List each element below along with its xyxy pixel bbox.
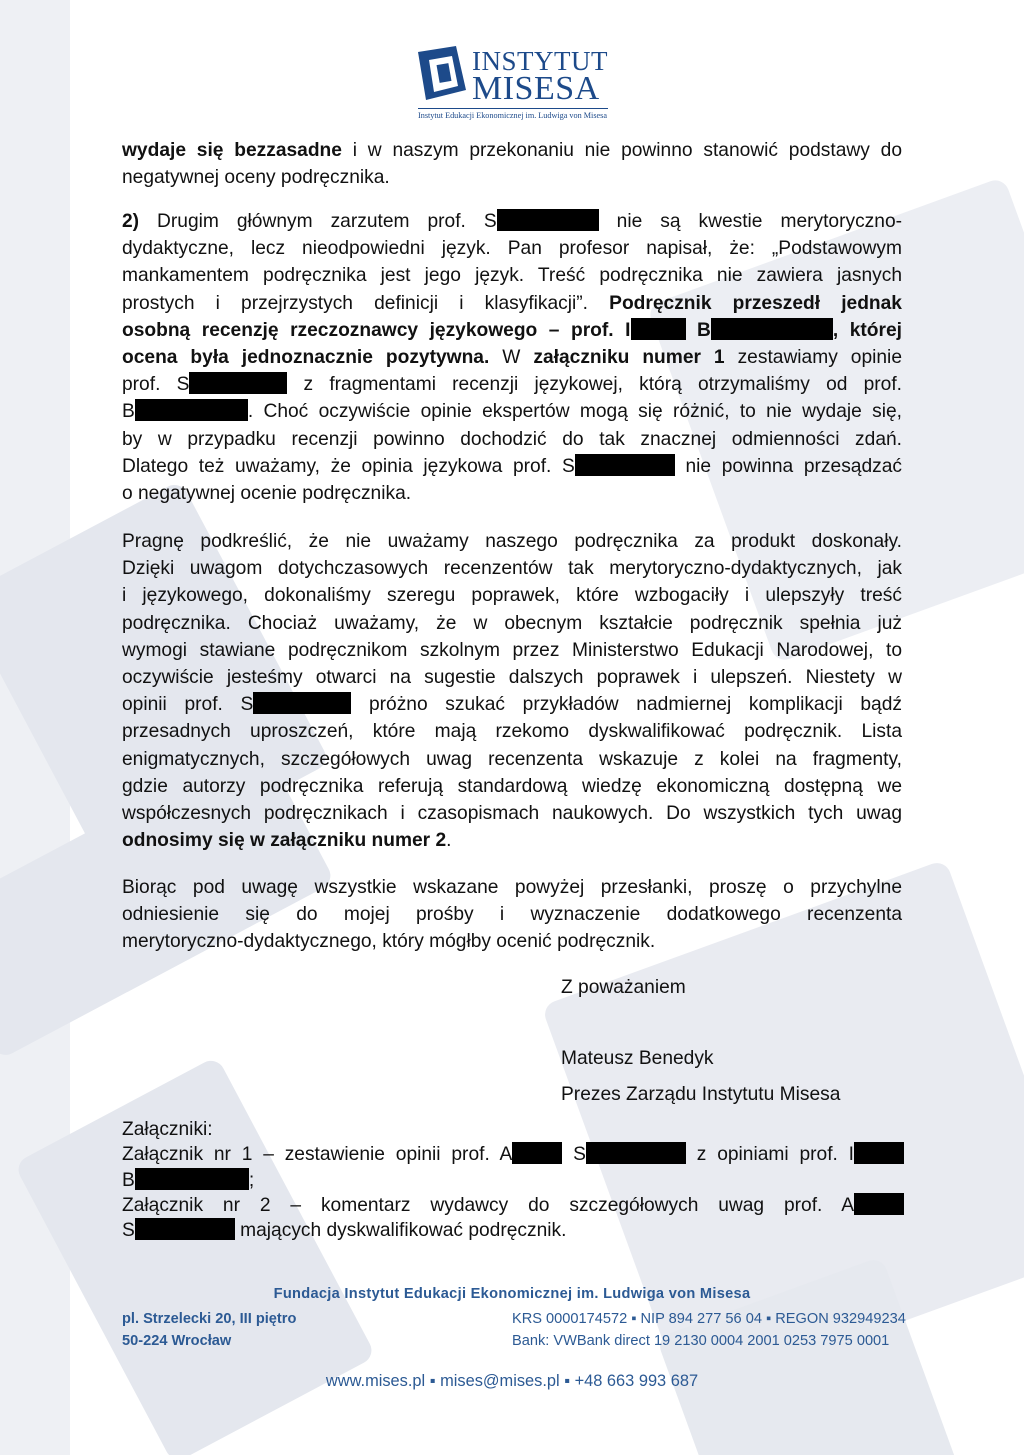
text-line: wydaje się bezzasadne i w naszym przekonaniu nie powinno stanowić podstawy do bbox=[122, 140, 902, 161]
redaction-bar bbox=[854, 1142, 904, 1164]
attachment-line: Załącznik nr 2 – komentarz wydawcy do szczegółowych uwag prof. A bbox=[122, 1193, 904, 1218]
redaction-bar bbox=[575, 454, 675, 476]
redaction-bar bbox=[512, 1142, 562, 1164]
logo-divider bbox=[418, 108, 608, 109]
redaction-bar bbox=[253, 692, 351, 714]
redaction-bar bbox=[135, 1168, 249, 1190]
attachment-line: B ; bbox=[122, 1169, 255, 1191]
redaction-bar bbox=[854, 1193, 904, 1215]
redaction-bar bbox=[497, 209, 599, 231]
text-line: enigmatycznych, szczegółowych uwag recenzenta wskazuje z kolei na fragmenty, bbox=[122, 748, 902, 770]
redaction-bar bbox=[631, 318, 686, 340]
attachments-heading: Załączniki: bbox=[122, 1119, 213, 1140]
paragraph-2 bbox=[122, 208, 902, 507]
text-line: 2) Drugim głównym zarzutem prof. S nie są kwestie merytoryczno- bbox=[122, 211, 903, 232]
redaction-bar bbox=[586, 1142, 686, 1164]
text-line: odnosimy się w załączniku numer 2. bbox=[122, 830, 452, 852]
signer-role: Prezes Zarządu Instytutu Misesa bbox=[561, 1084, 841, 1105]
footer-address bbox=[122, 1309, 296, 1352]
text-line: by w przypadku recenzji powinno dochodzić do tak znacznej odmienności zdań. bbox=[122, 428, 902, 450]
text-line: podręcznika. Chociaż uważamy, że w obecnym kształcie podręcznik spełnia już bbox=[122, 612, 902, 634]
redaction-bar bbox=[711, 318, 833, 340]
text-line: negatywnej oceny podręcznika. bbox=[122, 167, 390, 189]
redaction-bar bbox=[189, 372, 287, 394]
text-line: prostych i przejrzystych definicji i klasyfikacji”. Podręcznik przeszedł jednak bbox=[122, 292, 902, 314]
text-line: współczesnych podręcznikach i czasopismach naukowych. Do wszystkich tych uwag bbox=[122, 803, 902, 825]
footer-bank: Bank: VWBank direct 19 2130 0004 2001 0253 7975 0001 bbox=[512, 1332, 890, 1349]
attachment-line: Załącznik nr 1 – zestawienie opinii prof. A S z opiniami prof. I bbox=[122, 1142, 904, 1167]
redaction-bar bbox=[135, 1218, 235, 1240]
text-line: Dzięki uwagom dotychczasowych recenzentów tak merytoryczno-dydaktycznych, jak bbox=[122, 558, 902, 580]
paragraph-1 bbox=[122, 137, 902, 191]
text-line: ocena była jednoznacznie pozytywna. W załączniku numer 1 zestawiamy opinie bbox=[122, 347, 902, 369]
text-line: B . Choć oczywiście opinie ekspertów mogą się różnić, to nie wydaje się, bbox=[122, 401, 902, 423]
text-line: przesadnych uproszczeń, które mają rzekomo dyskwalifikować podręcznik. Lista bbox=[122, 721, 902, 743]
attachments-section bbox=[122, 1118, 904, 1243]
signer-name: Mateusz Benedyk bbox=[561, 1048, 714, 1069]
text-line: mankamentem podręcznika jest jego język. Treść podręcznika nie zawiera jasnych bbox=[122, 265, 902, 287]
logo-mark-icon bbox=[416, 46, 466, 100]
text-line: osobną recenzję rzeczoznawcy językowego – prof. I B , której bbox=[122, 319, 903, 341]
text-line: merytoryczno-dydaktycznego, który mógłby ocenić podręcznik. bbox=[122, 931, 656, 953]
text-line: odniesienie się do mojej prośby i wyznaczenie dodatkowego recenzenta bbox=[122, 904, 902, 926]
text-line: o negatywnej ocenie podręcznika. bbox=[122, 483, 412, 505]
attachment-line: S mających dyskwalifikować podręcznik. bbox=[122, 1220, 567, 1242]
text-line: wymogi stawiane podręcznikom szkolnym przez Ministerstwo Edukacji Narodowej, to bbox=[122, 639, 902, 661]
footer-contact: www.mises.pl ▪ mises@mises.pl ▪ +48 663 993 687 bbox=[325, 1372, 699, 1390]
text-line: i językowego, dokonaliśmy szeregu poprawek, które wzbogaciły i ulepszyły treść bbox=[122, 585, 902, 607]
text-line: oczywiście jesteśmy otwarci na sugestie dalszych poprawek i ulepszeń. Niestety w bbox=[122, 667, 902, 689]
paragraph-4 bbox=[122, 874, 902, 956]
paragraph-3 bbox=[122, 528, 902, 854]
closing-salutation: Z poważaniem bbox=[561, 977, 686, 998]
institute-logo bbox=[416, 44, 616, 126]
text-line: prof. S z fragmentami recenzji językowej, którą otrzymaliśmy od prof. bbox=[122, 374, 902, 396]
footer-registry: KRS 0000174572 ▪ NIP 894 277 56 04 ▪ REGON 932949234 bbox=[512, 1311, 906, 1327]
footer-organization: Fundacja Instytut Edukacji Ekonomicznej im. Ludwiga von Misesa bbox=[273, 1286, 751, 1302]
logo-text-line2: MISESA bbox=[472, 70, 600, 107]
footer-registry-info bbox=[512, 1309, 906, 1352]
bold-phrase: wydaje się bezzasadne bbox=[122, 140, 342, 161]
footer-address-line: pl. Strzelecki 20, III piętro bbox=[122, 1311, 297, 1327]
text-line: opinii prof. S próżno szukać przykładów nadmiernej komplikacji bądź bbox=[122, 694, 902, 716]
text-line: gdzie autorzy podręcznika referują standardową wiedzę ekonomiczną dostępną we bbox=[122, 775, 902, 797]
text-line: dydaktyczne, lecz nieodpowiedni język. Pan profesor napisał, że: „Podstawowym bbox=[122, 238, 902, 260]
footer-address-line: 50-224 Wrocław bbox=[122, 1332, 232, 1349]
text-line: Pragnę podkreślić, że nie uważamy naszego podręcznika za produkt doskonały. bbox=[122, 531, 902, 552]
text-line: Dlatego też uważamy, że opinia językowa prof. S nie powinna przesądzać bbox=[122, 455, 903, 477]
text-line: Biorąc pod uwagę wszystkie wskazane powyżej przesłanki, proszę o przychylne bbox=[122, 877, 902, 898]
logo-text-line1: INSTYTUT bbox=[472, 46, 608, 76]
logo-subtitle: Instytut Edukacji Ekonomicznej im. Ludwiga von Misesa bbox=[418, 111, 607, 120]
redaction-bar bbox=[135, 399, 248, 421]
